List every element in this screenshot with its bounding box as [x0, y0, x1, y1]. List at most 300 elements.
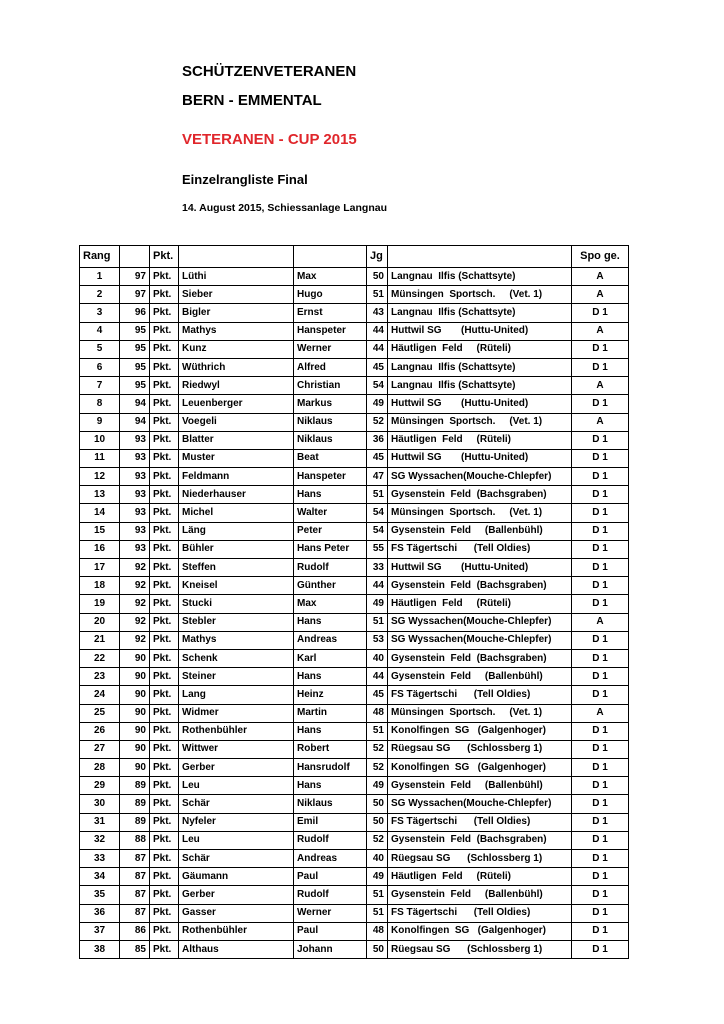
surname-cell: Gerber	[179, 886, 294, 904]
category-cell: D 1	[572, 795, 629, 813]
table-row	[80, 613, 629, 631]
club-cell: Häutligen Feld (Rüteli)	[388, 340, 572, 358]
points-cell: 95	[120, 322, 150, 340]
table-row	[80, 777, 629, 795]
firstname-cell: Hans	[294, 613, 367, 631]
year-cell: 52	[367, 740, 388, 758]
surname-cell: Blatter	[179, 431, 294, 449]
firstname-cell: Martin	[294, 704, 367, 722]
rank-cell: 25	[80, 704, 120, 722]
header-name	[179, 246, 294, 268]
rank-cell: 11	[80, 449, 120, 467]
category-cell: D 1	[572, 649, 629, 667]
points-cell: 90	[120, 704, 150, 722]
club-cell: Häutligen Feld (Rüteli)	[388, 868, 572, 886]
points-cell: 92	[120, 595, 150, 613]
points-cell: 90	[120, 722, 150, 740]
pkt-cell: Pkt.	[150, 631, 179, 649]
year-cell: 44	[367, 668, 388, 686]
club-cell: Konolfingen SG (Galgenhoger)	[388, 922, 572, 940]
table-row	[80, 268, 629, 286]
rank-cell: 19	[80, 595, 120, 613]
surname-cell: Mathys	[179, 631, 294, 649]
points-cell: 93	[120, 504, 150, 522]
rank-cell: 18	[80, 577, 120, 595]
table-row	[80, 413, 629, 431]
pkt-cell: Pkt.	[150, 668, 179, 686]
pkt-cell: Pkt.	[150, 504, 179, 522]
table-row	[80, 740, 629, 758]
surname-cell: Gäumann	[179, 868, 294, 886]
firstname-cell: Andreas	[294, 631, 367, 649]
table-row	[80, 722, 629, 740]
points-cell: 86	[120, 922, 150, 940]
points-cell: 92	[120, 559, 150, 577]
year-cell: 48	[367, 704, 388, 722]
points-cell: 97	[120, 286, 150, 304]
firstname-cell: Rudolf	[294, 559, 367, 577]
club-cell: Gysenstein Feld (Bachsgraben)	[388, 577, 572, 595]
club-cell: Huttwil SG (Huttu-United)	[388, 395, 572, 413]
surname-cell: Mathys	[179, 322, 294, 340]
category-cell: D 1	[572, 904, 629, 922]
year-cell: 51	[367, 286, 388, 304]
rank-cell: 15	[80, 522, 120, 540]
rank-cell: 33	[80, 850, 120, 868]
firstname-cell: Karl	[294, 649, 367, 667]
rank-cell: 1	[80, 268, 120, 286]
firstname-cell: Heinz	[294, 686, 367, 704]
surname-cell: Muster	[179, 449, 294, 467]
table-row	[80, 668, 629, 686]
year-cell: 54	[367, 522, 388, 540]
points-cell: 93	[120, 540, 150, 558]
rank-cell: 5	[80, 340, 120, 358]
header-firstname	[294, 246, 367, 268]
table-row	[80, 868, 629, 886]
table-row	[80, 304, 629, 322]
table-row	[80, 595, 629, 613]
surname-cell: Niederhauser	[179, 486, 294, 504]
surname-cell: Rothenbühler	[179, 722, 294, 740]
pkt-cell: Pkt.	[150, 777, 179, 795]
points-cell: 92	[120, 613, 150, 631]
year-cell: 52	[367, 759, 388, 777]
rank-cell: 32	[80, 831, 120, 849]
club-cell: Gysenstein Feld (Bachsgraben)	[388, 831, 572, 849]
firstname-cell: Andreas	[294, 850, 367, 868]
firstname-cell: Alfred	[294, 358, 367, 376]
firstname-cell: Hanspeter	[294, 468, 367, 486]
header-pkt: Pkt.	[150, 246, 179, 268]
table-row	[80, 940, 629, 958]
pkt-cell: Pkt.	[150, 286, 179, 304]
table-row	[80, 286, 629, 304]
rank-cell: 8	[80, 395, 120, 413]
pkt-cell: Pkt.	[150, 540, 179, 558]
table-row	[80, 468, 629, 486]
rank-cell: 37	[80, 922, 120, 940]
table-row	[80, 540, 629, 558]
year-cell: 45	[367, 686, 388, 704]
pkt-cell: Pkt.	[150, 304, 179, 322]
rank-cell: 36	[80, 904, 120, 922]
pkt-cell: Pkt.	[150, 468, 179, 486]
points-cell: 93	[120, 486, 150, 504]
club-cell: SG Wyssachen(Mouche-Chlepfer)	[388, 613, 572, 631]
category-cell: D 1	[572, 740, 629, 758]
points-cell: 87	[120, 850, 150, 868]
points-cell: 90	[120, 668, 150, 686]
rank-cell: 38	[80, 940, 120, 958]
table-row	[80, 395, 629, 413]
category-cell: D 1	[572, 813, 629, 831]
rank-cell: 23	[80, 668, 120, 686]
year-cell: 50	[367, 795, 388, 813]
club-cell: Häutligen Feld (Rüteli)	[388, 431, 572, 449]
year-cell: 53	[367, 631, 388, 649]
club-cell: Konolfingen SG (Galgenhoger)	[388, 759, 572, 777]
club-cell: Langnau Ilfis (Schattsyte)	[388, 268, 572, 286]
club-cell: Münsingen Sportsch. (Vet. 1)	[388, 704, 572, 722]
rank-cell: 26	[80, 722, 120, 740]
points-cell: 90	[120, 686, 150, 704]
year-cell: 51	[367, 722, 388, 740]
rank-cell: 14	[80, 504, 120, 522]
surname-cell: Rothenbühler	[179, 922, 294, 940]
firstname-cell: Peter	[294, 522, 367, 540]
category-cell: A	[572, 413, 629, 431]
surname-cell: Wittwer	[179, 740, 294, 758]
category-cell: D 1	[572, 449, 629, 467]
surname-cell: Althaus	[179, 940, 294, 958]
pkt-cell: Pkt.	[150, 795, 179, 813]
points-cell: 95	[120, 340, 150, 358]
year-cell: 52	[367, 831, 388, 849]
table-row	[80, 340, 629, 358]
firstname-cell: Hans	[294, 777, 367, 795]
points-cell: 87	[120, 868, 150, 886]
table-header-row	[80, 246, 629, 268]
header-points	[120, 246, 150, 268]
firstname-cell: Hansrudolf	[294, 759, 367, 777]
rank-cell: 20	[80, 613, 120, 631]
year-cell: 48	[367, 922, 388, 940]
firstname-cell: Hugo	[294, 286, 367, 304]
category-cell: D 1	[572, 595, 629, 613]
club-cell: FS Tägertschi (Tell Oldies)	[388, 540, 572, 558]
pkt-cell: Pkt.	[150, 704, 179, 722]
club-cell: FS Tägertschi (Tell Oldies)	[388, 686, 572, 704]
club-cell: SG Wyssachen(Mouche-Chlepfer)	[388, 631, 572, 649]
year-cell: 44	[367, 322, 388, 340]
club-cell: SG Wyssachen(Mouche-Chlepfer)	[388, 468, 572, 486]
points-cell: 94	[120, 413, 150, 431]
surname-cell: Bühler	[179, 540, 294, 558]
rank-cell: 21	[80, 631, 120, 649]
firstname-cell: Werner	[294, 904, 367, 922]
ranking-table	[79, 245, 629, 959]
club-cell: Huttwil SG (Huttu-United)	[388, 322, 572, 340]
firstname-cell: Niklaus	[294, 413, 367, 431]
club-cell: SG Wyssachen(Mouche-Chlepfer)	[388, 795, 572, 813]
club-cell: FS Tägertschi (Tell Oldies)	[388, 904, 572, 922]
table-row	[80, 813, 629, 831]
surname-cell: Michel	[179, 504, 294, 522]
rank-cell: 29	[80, 777, 120, 795]
rank-cell: 31	[80, 813, 120, 831]
rank-cell: 3	[80, 304, 120, 322]
year-cell: 49	[367, 595, 388, 613]
pkt-cell: Pkt.	[150, 522, 179, 540]
rank-cell: 12	[80, 468, 120, 486]
rank-cell: 13	[80, 486, 120, 504]
rank-cell: 4	[80, 322, 120, 340]
table-row	[80, 631, 629, 649]
year-cell: 49	[367, 868, 388, 886]
pkt-cell: Pkt.	[150, 595, 179, 613]
surname-cell: Steffen	[179, 559, 294, 577]
pkt-cell: Pkt.	[150, 831, 179, 849]
points-cell: 95	[120, 358, 150, 376]
surname-cell: Gasser	[179, 904, 294, 922]
category-cell: A	[572, 613, 629, 631]
points-cell: 94	[120, 395, 150, 413]
pkt-cell: Pkt.	[150, 322, 179, 340]
surname-cell: Kneisel	[179, 577, 294, 595]
table-row	[80, 577, 629, 595]
surname-cell: Kunz	[179, 340, 294, 358]
pkt-cell: Pkt.	[150, 904, 179, 922]
table-row	[80, 504, 629, 522]
category-cell: D 1	[572, 668, 629, 686]
club-cell: Gysenstein Feld (Ballenbühl)	[388, 886, 572, 904]
year-cell: 52	[367, 413, 388, 431]
surname-cell: Widmer	[179, 704, 294, 722]
category-cell: A	[572, 322, 629, 340]
firstname-cell: Hans	[294, 486, 367, 504]
points-cell: 95	[120, 377, 150, 395]
firstname-cell: Max	[294, 595, 367, 613]
pkt-cell: Pkt.	[150, 431, 179, 449]
rank-cell: 35	[80, 886, 120, 904]
table-row	[80, 850, 629, 868]
pkt-cell: Pkt.	[150, 886, 179, 904]
points-cell: 92	[120, 631, 150, 649]
table-row	[80, 831, 629, 849]
rank-cell: 28	[80, 759, 120, 777]
category-cell: D 1	[572, 722, 629, 740]
pkt-cell: Pkt.	[150, 340, 179, 358]
points-cell: 89	[120, 813, 150, 831]
firstname-cell: Rudolf	[294, 831, 367, 849]
pkt-cell: Pkt.	[150, 413, 179, 431]
year-cell: 54	[367, 377, 388, 395]
rank-cell: 10	[80, 431, 120, 449]
table-row	[80, 795, 629, 813]
category-cell: D 1	[572, 358, 629, 376]
table-row	[80, 358, 629, 376]
table-row	[80, 486, 629, 504]
category-cell: D 1	[572, 886, 629, 904]
year-cell: 47	[367, 468, 388, 486]
rank-cell: 34	[80, 868, 120, 886]
surname-cell: Stebler	[179, 613, 294, 631]
category-cell: A	[572, 377, 629, 395]
surname-cell: Gerber	[179, 759, 294, 777]
surname-cell: Lang	[179, 686, 294, 704]
category-cell: D 1	[572, 686, 629, 704]
category-cell: A	[572, 704, 629, 722]
club-cell: Münsingen Sportsch. (Vet. 1)	[388, 504, 572, 522]
club-cell: Münsingen Sportsch. (Vet. 1)	[388, 286, 572, 304]
category-cell: A	[572, 286, 629, 304]
club-cell: Huttwil SG (Huttu-United)	[388, 449, 572, 467]
surname-cell: Sieber	[179, 286, 294, 304]
club-cell: Rüegsau SG (Schlossberg 1)	[388, 740, 572, 758]
firstname-cell: Niklaus	[294, 431, 367, 449]
pkt-cell: Pkt.	[150, 559, 179, 577]
table-row	[80, 377, 629, 395]
pkt-cell: Pkt.	[150, 577, 179, 595]
year-cell: 45	[367, 449, 388, 467]
club-cell: Langnau Ilfis (Schattsyte)	[388, 377, 572, 395]
date-and-location: 14. August 2015, Schiessanlage Langnau	[182, 202, 388, 214]
year-cell: 45	[367, 358, 388, 376]
firstname-cell: Hans	[294, 722, 367, 740]
surname-cell: Steiner	[179, 668, 294, 686]
category-cell: D 1	[572, 559, 629, 577]
year-cell: 50	[367, 940, 388, 958]
points-cell: 87	[120, 886, 150, 904]
pkt-cell: Pkt.	[150, 449, 179, 467]
year-cell: 44	[367, 577, 388, 595]
category-cell: D 1	[572, 304, 629, 322]
year-cell: 54	[367, 504, 388, 522]
club-cell: Rüegsau SG (Schlossberg 1)	[388, 850, 572, 868]
category-cell: A	[572, 268, 629, 286]
header-category: Spo ge.	[572, 246, 629, 268]
surname-cell: Schär	[179, 850, 294, 868]
category-cell: D 1	[572, 577, 629, 595]
rank-cell: 6	[80, 358, 120, 376]
surname-cell: Lüthi	[179, 268, 294, 286]
category-cell: D 1	[572, 922, 629, 940]
firstname-cell: Beat	[294, 449, 367, 467]
club-title-line2: BERN - EMMENTAL	[182, 92, 322, 109]
pkt-cell: Pkt.	[150, 686, 179, 704]
year-cell: 51	[367, 886, 388, 904]
club-cell: Konolfingen SG (Galgenhoger)	[388, 722, 572, 740]
pkt-cell: Pkt.	[150, 813, 179, 831]
pkt-cell: Pkt.	[150, 759, 179, 777]
rank-cell: 24	[80, 686, 120, 704]
points-cell: 90	[120, 759, 150, 777]
category-cell: D 1	[572, 340, 629, 358]
surname-cell: Läng	[179, 522, 294, 540]
firstname-cell: Emil	[294, 813, 367, 831]
firstname-cell: Rudolf	[294, 886, 367, 904]
points-cell: 89	[120, 795, 150, 813]
firstname-cell: Robert	[294, 740, 367, 758]
points-cell: 92	[120, 577, 150, 595]
points-cell: 90	[120, 740, 150, 758]
category-cell: D 1	[572, 431, 629, 449]
points-cell: 87	[120, 904, 150, 922]
club-cell: Gysenstein Feld (Ballenbühl)	[388, 522, 572, 540]
rank-cell: 7	[80, 377, 120, 395]
surname-cell: Schär	[179, 795, 294, 813]
firstname-cell: Christian	[294, 377, 367, 395]
points-cell: 88	[120, 831, 150, 849]
table-row	[80, 759, 629, 777]
points-cell: 97	[120, 268, 150, 286]
pkt-cell: Pkt.	[150, 395, 179, 413]
surname-cell: Nyfeler	[179, 813, 294, 831]
firstname-cell: Günther	[294, 577, 367, 595]
pkt-cell: Pkt.	[150, 722, 179, 740]
category-cell: D 1	[572, 395, 629, 413]
rank-cell: 2	[80, 286, 120, 304]
pkt-cell: Pkt.	[150, 358, 179, 376]
category-cell: D 1	[572, 468, 629, 486]
firstname-cell: Paul	[294, 868, 367, 886]
firstname-cell: Ernst	[294, 304, 367, 322]
club-cell: FS Tägertschi (Tell Oldies)	[388, 813, 572, 831]
firstname-cell: Hans Peter	[294, 540, 367, 558]
table-row	[80, 431, 629, 449]
points-cell: 93	[120, 431, 150, 449]
club-title-line1: SCHÜTZENVETERANEN	[182, 63, 357, 80]
surname-cell: Leu	[179, 777, 294, 795]
club-cell: Münsingen Sportsch. (Vet. 1)	[388, 413, 572, 431]
points-cell: 96	[120, 304, 150, 322]
club-cell: Gysenstein Feld (Ballenbühl)	[388, 777, 572, 795]
pkt-cell: Pkt.	[150, 613, 179, 631]
club-cell: Langnau Ilfis (Schattsyte)	[388, 358, 572, 376]
firstname-cell: Werner	[294, 340, 367, 358]
points-cell: 93	[120, 468, 150, 486]
firstname-cell: Johann	[294, 940, 367, 958]
year-cell: 51	[367, 486, 388, 504]
year-cell: 40	[367, 649, 388, 667]
pkt-cell: Pkt.	[150, 377, 179, 395]
pkt-cell: Pkt.	[150, 922, 179, 940]
surname-cell: Riedwyl	[179, 377, 294, 395]
pkt-cell: Pkt.	[150, 850, 179, 868]
points-cell: 85	[120, 940, 150, 958]
cup-title: VETERANEN - CUP 2015	[182, 131, 357, 148]
firstname-cell: Niklaus	[294, 795, 367, 813]
firstname-cell: Max	[294, 268, 367, 286]
rank-cell: 22	[80, 649, 120, 667]
pkt-cell: Pkt.	[150, 940, 179, 958]
table-row	[80, 322, 629, 340]
surname-cell: Stucki	[179, 595, 294, 613]
year-cell: 44	[367, 340, 388, 358]
category-cell: D 1	[572, 759, 629, 777]
firstname-cell: Hanspeter	[294, 322, 367, 340]
category-cell: D 1	[572, 831, 629, 849]
table-row	[80, 922, 629, 940]
pkt-cell: Pkt.	[150, 868, 179, 886]
year-cell: 51	[367, 613, 388, 631]
header-rang: Rang	[80, 246, 120, 268]
year-cell: 49	[367, 395, 388, 413]
firstname-cell: Markus	[294, 395, 367, 413]
category-cell: D 1	[572, 522, 629, 540]
table-row	[80, 686, 629, 704]
